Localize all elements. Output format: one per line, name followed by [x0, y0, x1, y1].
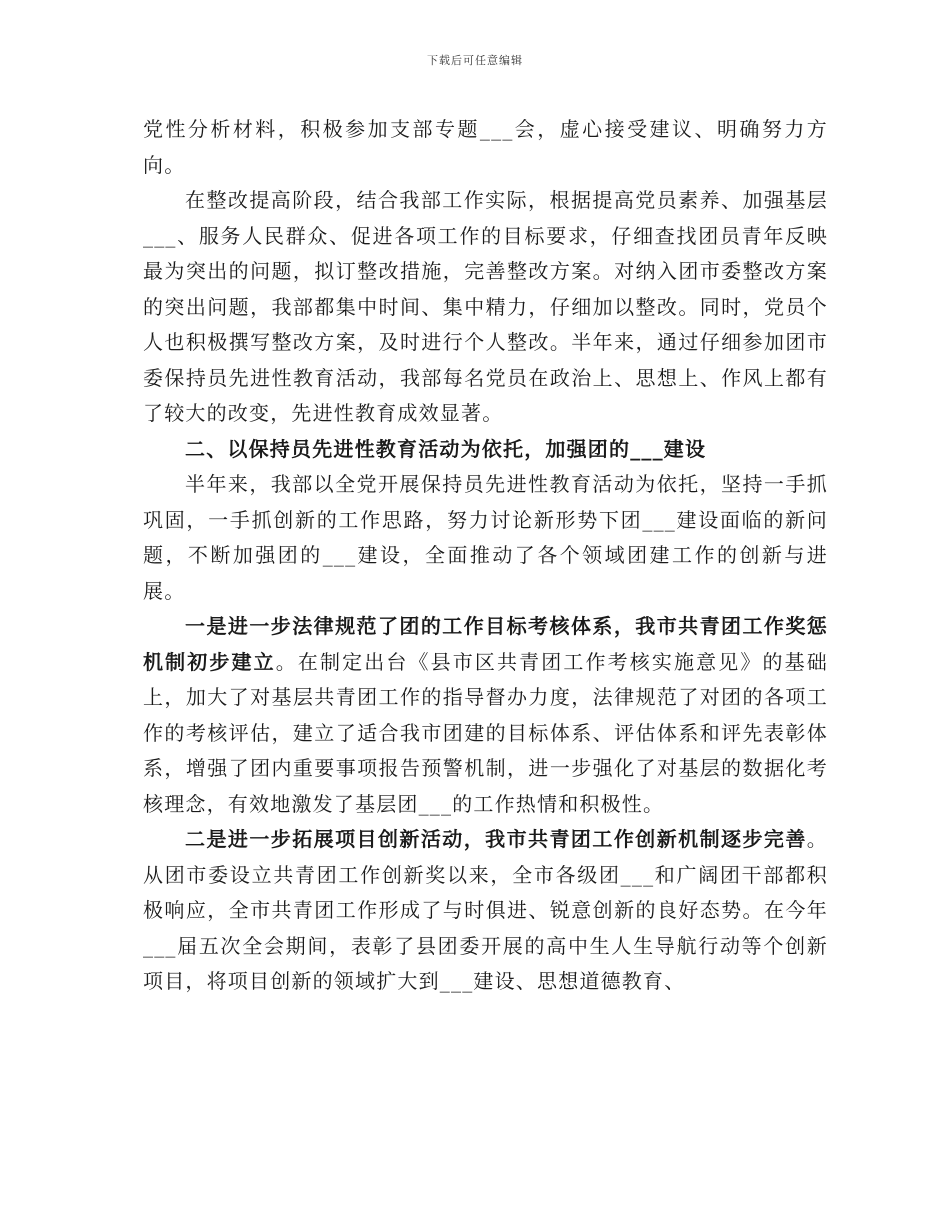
paragraph-4-text: 。在制定出台《县市区共青团工作考核实施意见》的基础上，加大了对基层共青团工作的指导督办力度，法律规范了对团的各项工作的考核评估，建立了适合我市团建的目标体系、评估体系和评先表彰体系，增强了团内重要事项报告预警机制，进一步强化了对基层的数据化考核理念，有效地激发了基层团___的工作热情和积极性。	[143, 649, 829, 816]
page-header: 下载后可任意编辑	[427, 54, 523, 67]
paragraph-1: 党性分析材料，积极参加支部专题___会，虚心接受建议、明确努力方向。	[143, 117, 828, 177]
document-body	[143, 112, 828, 1000]
paragraph-5	[143, 822, 828, 1000]
paragraph-3: 半年来，我部以全党开展保持员先进性教育活动为依托，坚持一手抓巩固，一手抓创新的工作思路，努力讨论新形势下团___建设面临的新问题，不断加强团的___建设，全面推动了各个领域团建工作的创新与进展。	[143, 472, 828, 603]
paragraph-4-lead: 一是进一步法律规范了团的工作目标考核体系，我市共青团工作奖惩机制初步建立	[143, 614, 828, 674]
section-heading: 二、以保持员先进性教育活动为依托，加强团的___建设	[185, 436, 707, 461]
paragraph-4	[143, 609, 828, 822]
paragraph-5-text: 。从团市委设立共青团工作创新奖以来，全市各级团___和广阔团干部都积极响应，全市共青团工作形成了与时俱进、锐意创新的良好态势。在今年___届五次全会期间，表彰了县团委开展的高中生人生导航行动等个创新项目，将项目创新的领域扩大到___建设、思想道德教育、	[143, 827, 828, 993]
paragraph-5-lead: 二是进一步拓展项目创新活动，我市共青团工作创新机制逐步完善	[185, 827, 807, 851]
paragraph-2: 在整改提高阶段，结合我部工作实际，根据提高党员素养、加强基层___、服务人民群众、促进各项工作的目标要求，仔细查找团员青年反映最为突出的问题，拟订整改措施，完善整改方案。对纳入团市委整改方案的突出问题，我部都集中时间、集中精力，仔细加以整改。同时，党员个人也积极撰写整改方案，及时进行个人整改。半年来，通过仔细参加团市委保持员先进性教育活动，我部每名党员在政治上、思想上、作风上都有了较大的改变，先进性教育成效显著。	[143, 188, 828, 425]
